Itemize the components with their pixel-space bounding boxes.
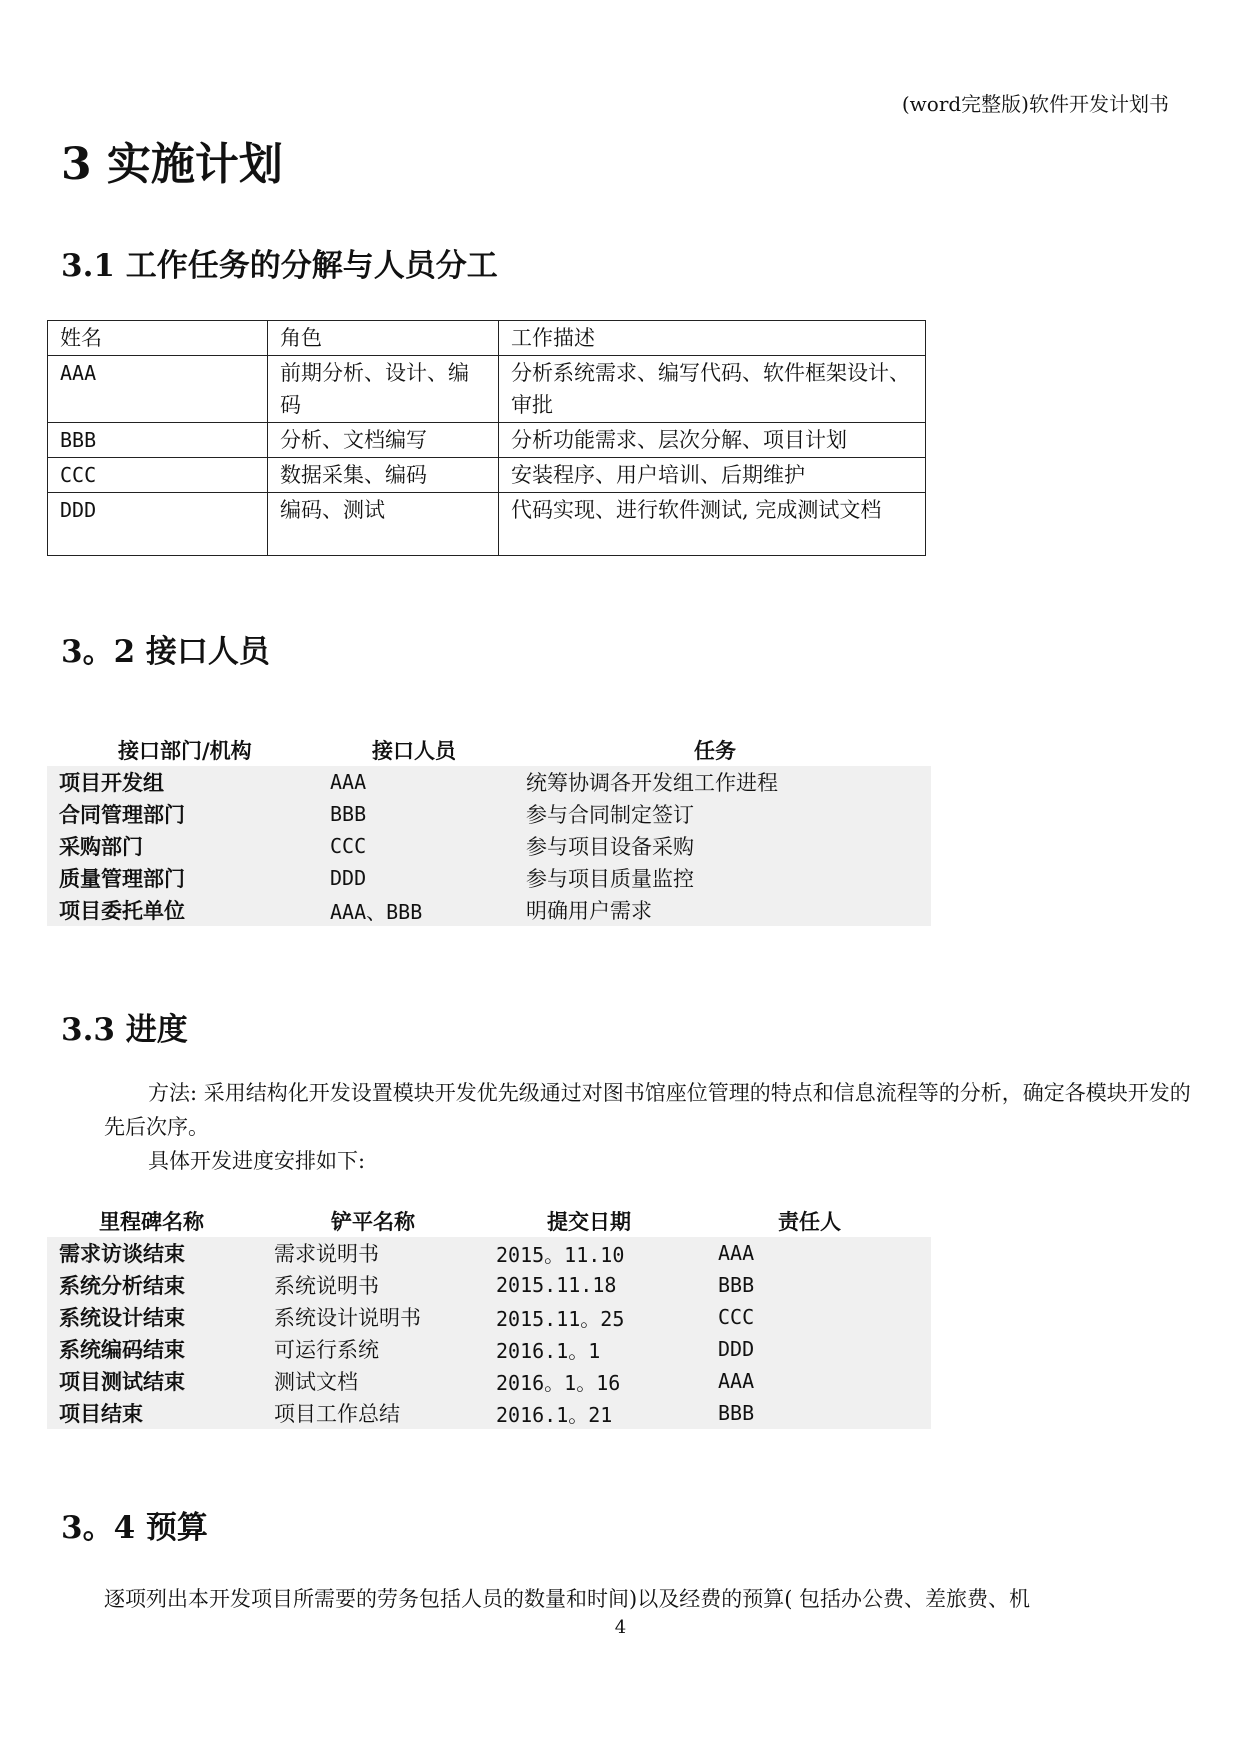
table-header-cell: 姓名 — [48, 321, 268, 356]
table-cell: BBB — [718, 1401, 755, 1425]
staff-assignment-table — [47, 320, 926, 556]
table-cell: 系统设计说明书 — [274, 1306, 421, 1330]
running-header: (word完整版)软件开发计划书 — [901, 92, 1169, 116]
table-row — [47, 798, 931, 830]
table-cell: 参与合同制定签订 — [526, 803, 694, 827]
table-header-cell: 责任人 — [778, 1209, 841, 1234]
table-cell: 系统设计结束 — [59, 1305, 185, 1330]
table-cell: CCC — [718, 1305, 755, 1329]
table-header-cell: 任务 — [694, 738, 736, 763]
table-header-row — [48, 321, 926, 356]
interface-personnel-table — [47, 734, 931, 926]
table-cell: BBB — [330, 802, 367, 826]
table-row — [48, 493, 926, 556]
schedule-intro-paragraph: 具体开发进度安排如下: — [148, 1149, 366, 1173]
table-cell: DDD — [330, 866, 367, 890]
table-header-cell: 接口部门/机构 — [118, 738, 252, 763]
table-cell: 采购部门 — [59, 834, 143, 859]
table-cell: 统筹协调各开发组工作进程 — [526, 771, 778, 795]
table-cell: 合同管理部门 — [59, 802, 185, 827]
table-cell: 项目开发组 — [59, 770, 164, 795]
chapter-title: 3 实施计划 — [61, 139, 283, 190]
table-row — [47, 1365, 931, 1397]
table-row — [48, 458, 926, 493]
table-row — [47, 862, 931, 894]
table-cell: DDD — [718, 1337, 755, 1361]
table-cell: 项目测试结束 — [59, 1369, 185, 1394]
table-cell: 安装程序、用户培训、后期维护 — [499, 458, 926, 493]
table-cell: 测试文档 — [274, 1370, 358, 1394]
table-cell: 2015。11.10 — [496, 1242, 625, 1267]
table-cell: 需求访谈结束 — [59, 1241, 185, 1266]
table-cell: 分析系统需求、编写代码、软件框架设计、审批 — [499, 356, 926, 423]
table-cell: BBB — [718, 1273, 755, 1297]
table-cell: 分析功能需求、层次分解、项目计划 — [499, 423, 926, 458]
table-cell: 数据采集、编码 — [268, 458, 499, 493]
method-paragraph: 方法: 采用结构化开发设置模块开发优先级通过对图书馆座位管理的特点和信息流程等的分析，确定各模块开发的先后次序。 — [104, 1081, 1191, 1139]
table-cell: 分析、文档编写 — [268, 423, 499, 458]
table-cell: BBB — [48, 423, 268, 458]
table-row — [47, 1237, 931, 1269]
table-cell: 代码实现、进行软件测试, 完成测试文档 — [499, 493, 926, 556]
section-title-3-2: 3。2 接口人员 — [61, 634, 270, 670]
table-header-cell: 铲平名称 — [331, 1209, 415, 1234]
table-row — [47, 766, 931, 798]
table-cell: 2016.1。1 — [496, 1338, 601, 1363]
table-header-cell: 提交日期 — [547, 1209, 631, 1234]
budget-paragraph: 逐项列出本开发项目所需要的劳务包括人员的数量和时间)以及经费的预算( 包括办公费、差旅费、机 — [104, 1587, 1031, 1611]
section-title-3-3: 3.3 进度 — [61, 1012, 188, 1048]
table-cell: 2016.1。21 — [496, 1402, 613, 1427]
table-row — [47, 1269, 931, 1301]
table-row — [47, 1333, 931, 1365]
table-cell: AAA — [48, 356, 268, 423]
table-cell: 2015.11.18 — [496, 1273, 617, 1297]
table-cell: 项目工作总结 — [274, 1402, 400, 1426]
table-cell: 系统编码结束 — [59, 1337, 185, 1362]
table-header-row — [47, 1205, 931, 1237]
table-cell: 质量管理部门 — [59, 866, 185, 891]
table-row — [47, 830, 931, 862]
milestone-schedule-table — [47, 1205, 931, 1429]
table-cell: 系统说明书 — [274, 1274, 379, 1298]
table-cell: 可运行系统 — [274, 1338, 379, 1362]
table-cell: 参与项目质量监控 — [526, 867, 694, 891]
table-cell: AAA — [330, 770, 367, 794]
section-title-3-4: 3。4 预算 — [61, 1510, 208, 1546]
page-number: 4 — [614, 1617, 627, 1638]
section-title-3-1: 3.1 工作任务的分解与人员分工 — [61, 248, 498, 284]
table-cell: 需求说明书 — [274, 1242, 379, 1266]
table-row — [47, 1397, 931, 1429]
table-row — [47, 894, 931, 926]
table-row — [48, 356, 926, 423]
table-cell: AAA、BBB — [330, 899, 423, 924]
table-header-cell: 接口人员 — [372, 738, 456, 763]
table-header-cell: 里程碑名称 — [99, 1209, 204, 1234]
table-cell: CCC — [330, 834, 367, 858]
table-cell: DDD — [48, 493, 268, 556]
table-cell: AAA — [718, 1369, 755, 1393]
table-cell: 项目结束 — [59, 1401, 143, 1426]
table-cell: 前期分析、设计、编码 — [268, 356, 499, 423]
table-row — [47, 1301, 931, 1333]
table-cell: 编码、测试 — [268, 493, 499, 556]
table-row — [48, 423, 926, 458]
table-cell: 明确用户需求 — [526, 899, 652, 923]
table-cell: 参与项目设备采购 — [526, 835, 694, 859]
table-cell: AAA — [718, 1241, 755, 1265]
table-cell: 项目委托单位 — [59, 898, 185, 923]
table-header-cell: 角色 — [268, 321, 499, 356]
table-header-cell: 工作描述 — [499, 321, 926, 356]
table-header-row — [47, 734, 931, 766]
table-cell: 2016。1。16 — [496, 1370, 621, 1395]
table-cell: 系统分析结束 — [59, 1273, 185, 1298]
table-cell: CCC — [48, 458, 268, 493]
table-cell: 2015.11。25 — [496, 1306, 625, 1331]
